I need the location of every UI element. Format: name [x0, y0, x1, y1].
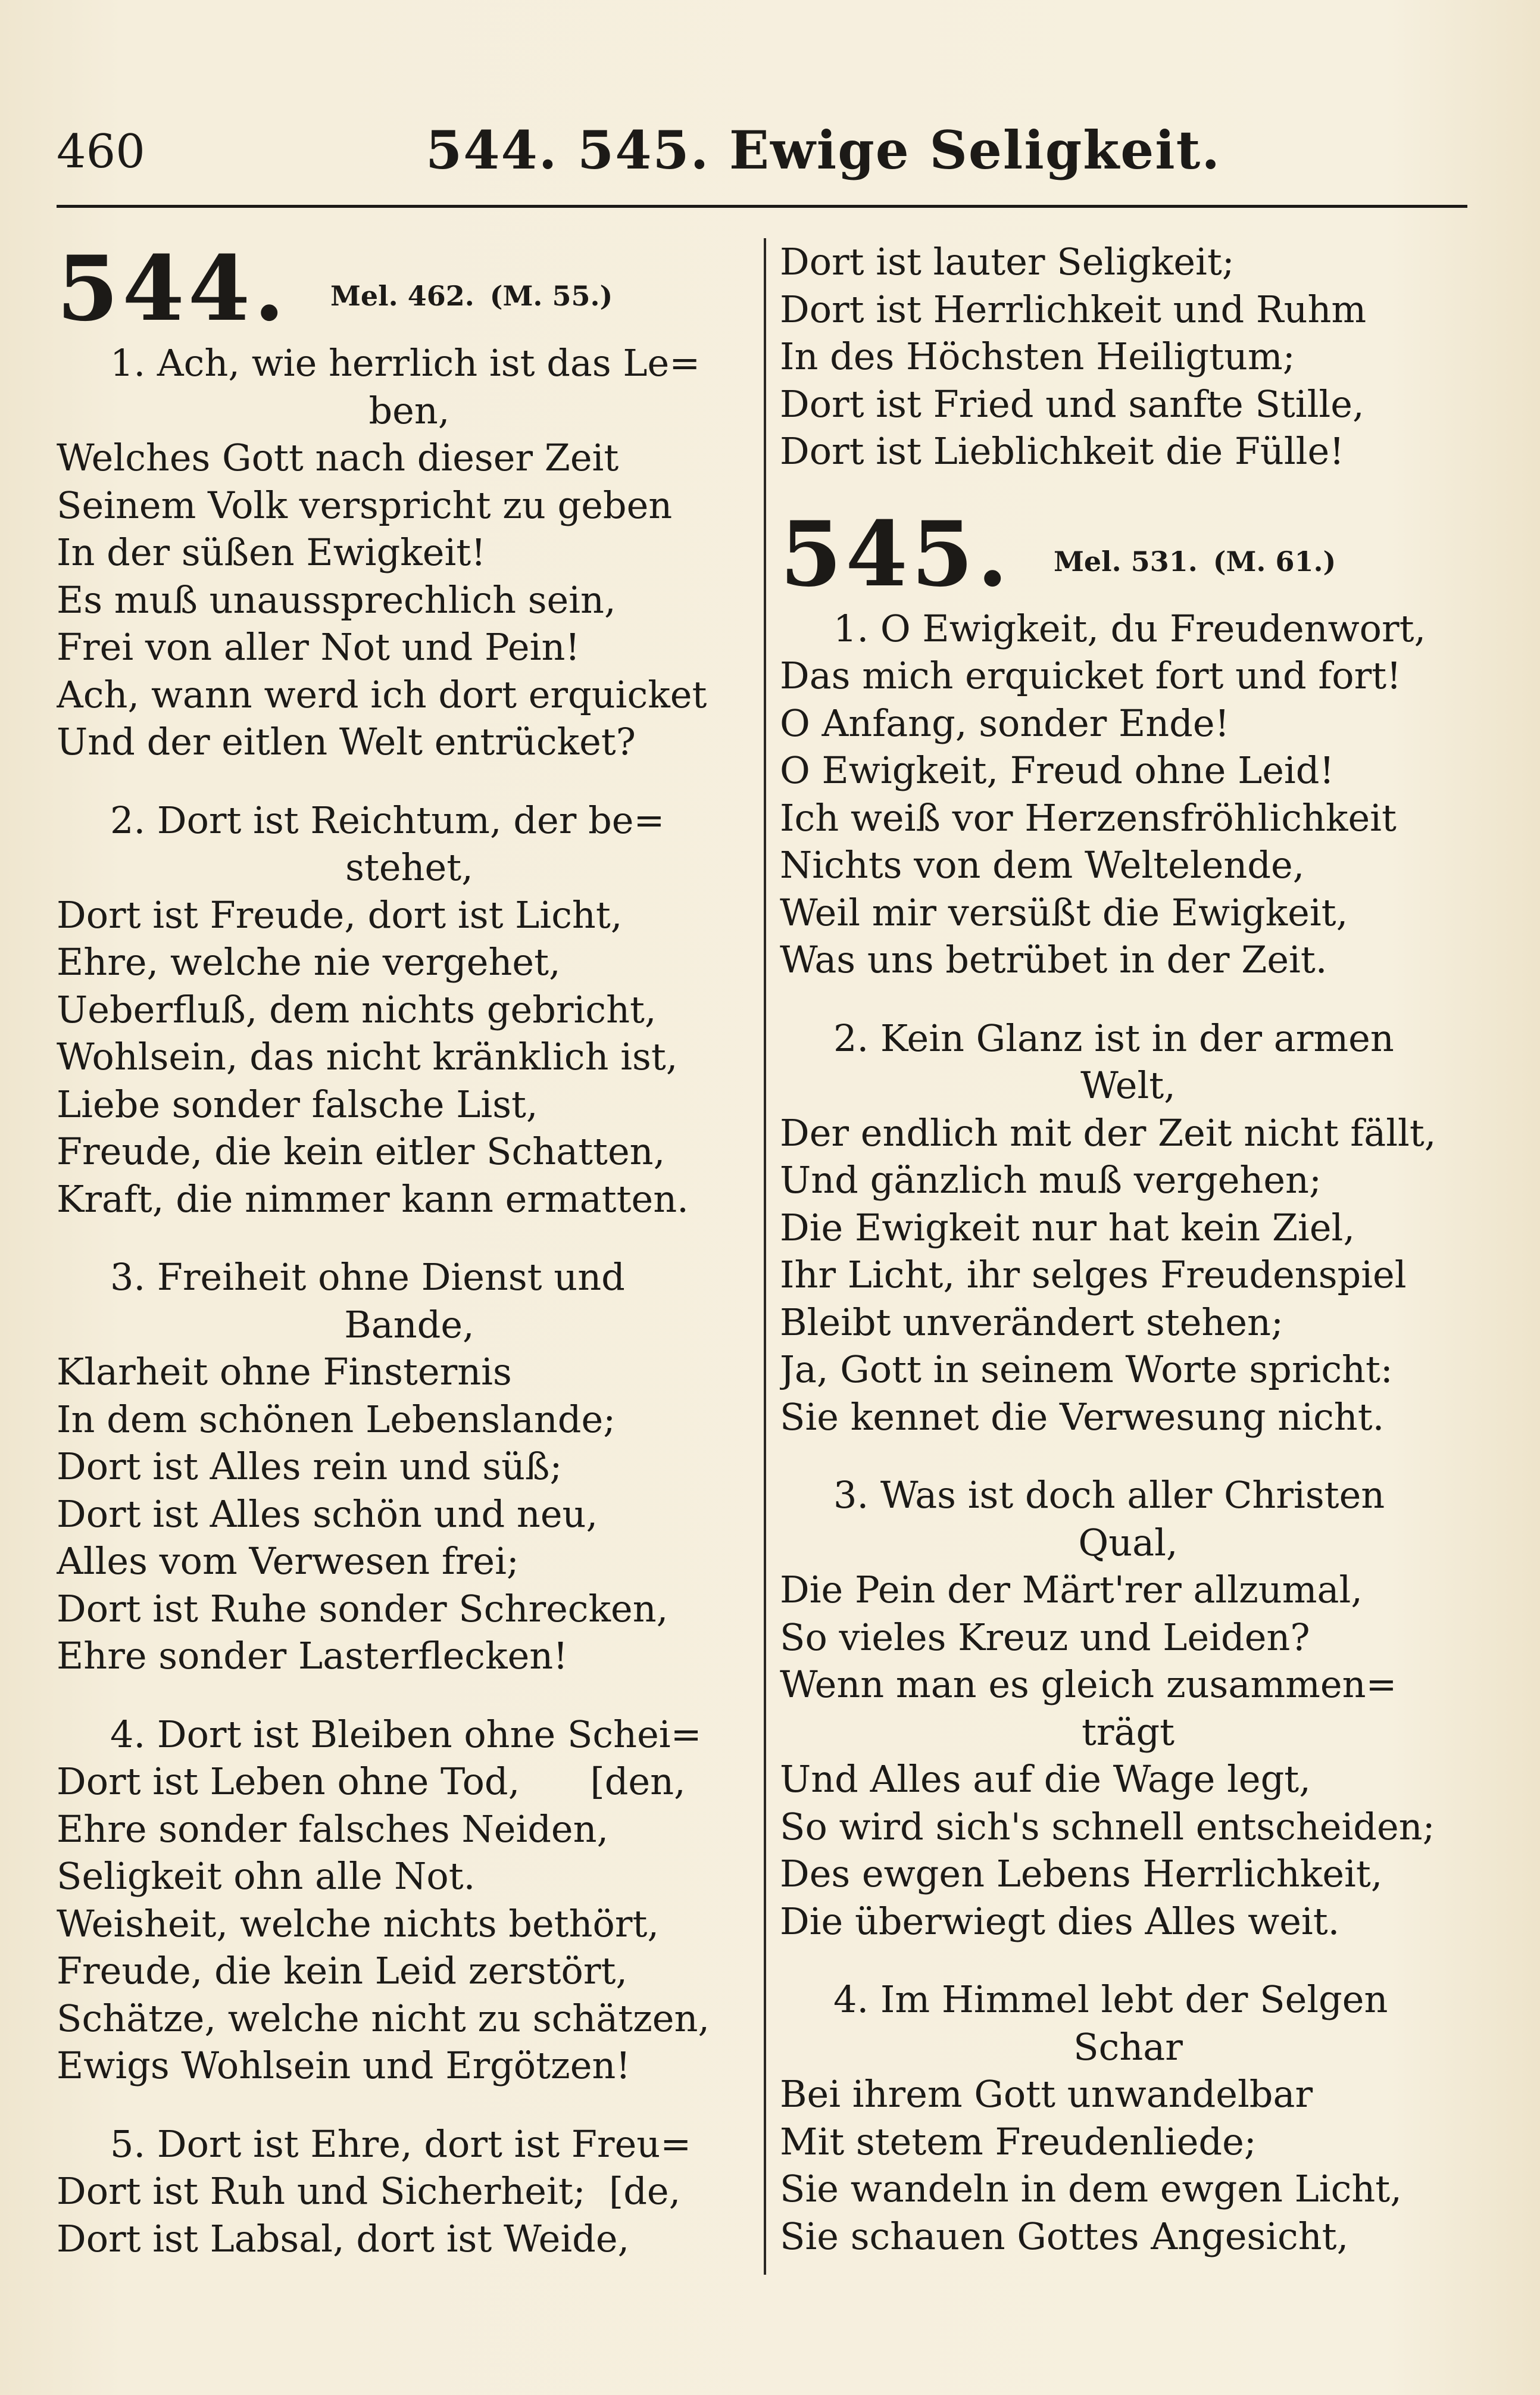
verse-line: Ach, wann werd ich dort erquicket — [57, 672, 707, 716]
header-rule — [57, 205, 1467, 208]
melody-reference — [1054, 545, 1351, 578]
verse-line: Dort ist Alles schön und neu, — [57, 1492, 598, 1536]
hymn-544-heading — [57, 238, 762, 339]
verse-line: trägt — [1081, 1710, 1175, 1754]
verse-line: Welt, — [1080, 1064, 1176, 1107]
verse-line: Der endlich mit der Zeit nicht fällt, — [780, 1111, 1436, 1155]
verse-line: O Anfang, sonder Ende! — [780, 701, 1230, 745]
verse-line: Die Ewigkeit nur hat kein Ziel, — [780, 1205, 1355, 1249]
verse-line: Die überwiegt dies Alles weit. — [780, 1899, 1340, 1943]
hymn-545-heading — [780, 501, 1476, 607]
verse-line: Bande, — [344, 1302, 474, 1346]
verse-line: 1. Ach, wie herrlich ist das Le= — [110, 341, 701, 385]
verse-line: Ewigs Wohlsein und Ergötzen! — [57, 2044, 631, 2087]
verse-line: Weisheit, welche nichts bethört, — [57, 1901, 660, 1945]
verse-line: 2. Dort ist Reichtum, der be= — [110, 798, 665, 842]
melody-number: (M. 55.) — [489, 280, 613, 312]
verse-line: Sie schauen Gottes Angesicht, — [780, 2214, 1349, 2258]
verse-line: Ehre sonder Lasterflecken! — [57, 1634, 568, 1677]
verse-line: So vieles Kreuz und Leiden? — [780, 1615, 1310, 1659]
verse-line: In dem schönen Lebenslande; — [57, 1397, 616, 1441]
verse-line: Schar — [1073, 2025, 1183, 2069]
verse-line: Sie kennet die Verwesung nicht. — [780, 1395, 1385, 1439]
verse-line: Bei ihrem Gott unwandelbar — [780, 2072, 1313, 2116]
verse-line: Dort ist Fried und sanfte Stille, — [780, 382, 1364, 426]
stanza — [57, 1711, 762, 2090]
verse-line: Qual, — [1078, 1520, 1178, 1564]
verse-line: Ueberfluß, dem nichts gebricht, — [57, 987, 657, 1031]
stanza — [57, 339, 762, 766]
column-divider — [764, 238, 766, 2275]
stanza — [57, 2120, 762, 2263]
verse-line: Und der eitlen Welt entrücket? — [57, 720, 636, 763]
stanza — [780, 1471, 1476, 1945]
melody-label: Mel. 462. — [330, 280, 474, 312]
verse-line: Sie wandeln in dem ewgen Licht, — [780, 2167, 1402, 2210]
verse-line: Das mich erquicket fort und fort! — [780, 654, 1402, 697]
verse-line: Dort ist Ruhe sonder Schrecken, — [57, 1586, 669, 1630]
verse-line: Freude, die kein eitler Schatten, — [57, 1130, 666, 1173]
verse-line: Es muß unaussprechlich sein, — [57, 578, 616, 622]
verse-line: Klarheit ohne Finsternis — [57, 1350, 512, 1393]
stanza — [780, 1015, 1476, 1441]
verse-line: Dort ist Lieblichkeit die Fülle! — [780, 429, 1345, 473]
verse-line: 1. O Ewigkeit, du Freudenwort, — [833, 606, 1426, 650]
verse-line: Kraft, die nimmer kann ermatten. — [57, 1177, 689, 1221]
verse-line: Nichts von dem Weltelende, — [780, 843, 1305, 887]
verse-line: 4. Im Himmel lebt der Selgen — [833, 1978, 1388, 2021]
verse-line: Frei von aller Not und Pein! — [57, 625, 580, 669]
stanza-continuation — [780, 238, 1476, 475]
verse-line: So wird sich's schnell entscheiden; — [780, 1804, 1435, 1848]
verse-line: Ehre sonder falsches Neiden, — [57, 1807, 609, 1851]
verse-line: Und gänzlich muß vergehen; — [780, 1158, 1322, 1202]
melody-label: Mel. 531. — [1054, 545, 1198, 578]
verse-line: O Ewigkeit, Freud ohne Leid! — [780, 749, 1335, 792]
verse-line: Dort ist lauter Seligkeit; — [780, 240, 1235, 283]
verse-line: Dort ist Labsal, dort ist Weide, — [57, 2216, 630, 2260]
verse-line: 5. Dort ist Ehre, dort ist Freu= — [110, 2122, 692, 2166]
verse-line: Schätze, welche nicht zu schätzen, — [57, 1996, 710, 2040]
verse-line: Dort ist Herrlichkeit und Ruhm — [780, 287, 1367, 331]
verse-line: Weil mir versüßt die Ewigkeit, — [780, 890, 1348, 934]
verse-line: Und Alles auf die Wage legt, — [780, 1757, 1311, 1801]
page-header — [57, 113, 1467, 185]
verse-line: Dort ist Alles rein und süß; — [57, 1445, 563, 1488]
verse-line: 2. Kein Glanz ist in der armen — [833, 1016, 1394, 1060]
verse-line: Die Pein der Märt'rer allzumal, — [780, 1568, 1363, 1611]
verse-line: Ich weiß vor Herzensfröhlichkeit — [780, 796, 1397, 840]
stanza — [57, 1253, 762, 1680]
page-number: 460 — [57, 125, 145, 179]
running-title: 544. 545. Ewige Seligkeit. — [426, 119, 1221, 181]
verse-line: Freude, die kein Leid zerstört, — [57, 1949, 628, 1992]
stanza — [57, 797, 762, 1223]
verse-line: Wohlsein, das nicht kränklich ist, — [57, 1035, 678, 1078]
verse-line: Wenn man es gleich zusammen= — [780, 1663, 1397, 1706]
left-column — [57, 238, 762, 2262]
stanza — [780, 1976, 1476, 2260]
verse-line: ben, — [368, 388, 450, 432]
verse-line: Liebe sonder falsche List, — [57, 1082, 538, 1126]
hymn-number: 545. — [780, 501, 1012, 607]
verse-line: In der süßen Ewigkeit! — [57, 531, 486, 574]
right-column — [780, 238, 1476, 2260]
verse-line: Was uns betrübet in der Zeit. — [780, 938, 1327, 981]
verse-line: Mit stetem Freudenliede; — [780, 2119, 1257, 2163]
verse-line: 4. Dort ist Bleiben ohne Schei= — [110, 1712, 702, 1756]
verse-line: Ja, Gott in seinem Worte spricht: — [780, 1348, 1393, 1391]
verse-line: Welches Gott nach dieser Zeit — [57, 436, 619, 479]
verse-line: Seligkeit ohn alle Not. — [57, 1854, 476, 1898]
verse-line: 3. Freiheit ohne Dienst und — [110, 1255, 625, 1299]
verse-line: Dort ist Freude, dort ist Licht, — [57, 893, 623, 937]
verse-line: Dort ist Ruh und Sicherheit; [de, — [57, 2169, 681, 2213]
verse-line: Alles vom Verwesen frei; — [57, 1539, 519, 1583]
verse-line: 3. Was ist doch aller Christen — [833, 1473, 1385, 1517]
verse-line: stehet, — [345, 846, 473, 889]
verse-line: Bleibt unverändert stehen; — [780, 1300, 1283, 1344]
stanza — [780, 605, 1476, 984]
verse-line: Ihr Licht, ihr selges Freudenspiel — [780, 1253, 1407, 1296]
verse-line: Ehre, welche nie vergehet, — [57, 940, 561, 984]
hymn-number: 544. — [57, 236, 289, 341]
verse-line: Des ewgen Lebens Herrlichkeit, — [780, 1852, 1383, 1895]
verse-line: Seinem Volk verspricht zu geben — [57, 483, 673, 527]
verse-line: In des Höchsten Heiligtum; — [780, 335, 1295, 378]
verse-line: Dort ist Leben ohne Tod, [den, — [57, 1760, 686, 1803]
melody-number: (M. 61.) — [1213, 545, 1336, 578]
melody-reference — [330, 280, 628, 312]
